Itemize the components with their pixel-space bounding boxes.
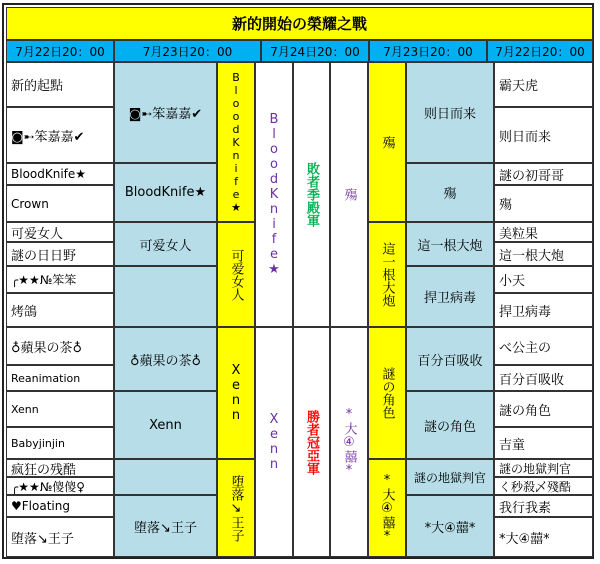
right-sf-2: *大④囍*: [330, 327, 368, 557]
bracket-table: [2, 3, 594, 559]
left-sf-2: Xenn: [255, 327, 293, 557]
right-player-10: 百分百吸收: [494, 365, 593, 391]
left-player-7: ╭★★№笨笨: [6, 266, 114, 293]
left-r16-8: 堕落↘王子: [114, 495, 217, 557]
left-player-15: ♥Floating: [6, 495, 114, 517]
right-player-5: 美粒果: [494, 222, 593, 242]
right-qf-3: 謎の角色: [368, 327, 406, 459]
right-qf-1: 殤: [368, 62, 406, 222]
table-title: 新的開始の榮耀之戰: [6, 7, 593, 40]
header-date-left-r16: 7月23日20：00: [114, 40, 261, 62]
right-r16-8: *大④囍*: [406, 495, 494, 557]
right-r16-4: 捍卫病毒: [406, 266, 494, 327]
left-player-4: Crown: [6, 185, 114, 222]
left-r16-5: ♁蘋果の茶♁: [114, 327, 217, 391]
final-loser-bracket: 敗者季殿軍: [293, 62, 330, 327]
left-player-12: Babyjinjin: [6, 427, 114, 459]
right-player-9: べ公主の: [494, 327, 593, 365]
left-r16-6: Xenn: [114, 391, 217, 459]
left-r16-2: BloodKnife★: [114, 163, 217, 222]
right-r16-7: 謎の地獄判官: [406, 459, 494, 495]
right-r16-3: 這一根大炮: [406, 222, 494, 266]
left-qf-3: Xenn: [217, 327, 255, 459]
left-player-10: Reanimation: [6, 365, 114, 391]
right-qf-4: *大④囍*: [368, 459, 406, 557]
left-r16-4: [114, 266, 217, 327]
left-r16-7: [114, 459, 217, 495]
right-r16-5: 百分百吸收: [406, 327, 494, 391]
header-date-right-r32: 7月22日20：00: [487, 40, 593, 62]
right-player-6: 這一根大炮: [494, 242, 593, 266]
right-player-13: 謎の地獄判官: [494, 459, 593, 477]
left-qf-1: BloodKnife★: [217, 62, 255, 222]
right-r16-2: 殤: [406, 163, 494, 222]
right-player-4: 殤: [494, 185, 593, 222]
left-player-13: 疯狂の残酷: [6, 459, 114, 477]
right-player-14: く秒殺乄殘酷: [494, 477, 593, 495]
right-r16-1: 则日而来: [406, 62, 494, 163]
right-r16-6: 謎の角色: [406, 391, 494, 459]
final-winner-bracket: 勝者冠亞軍: [293, 327, 330, 557]
left-player-14: ╭★★№傻傻♀: [6, 477, 114, 495]
left-player-1: 新的起點: [6, 62, 114, 107]
left-r16-3: 可爱女人: [114, 222, 217, 266]
right-sf-1: 殤: [330, 62, 368, 327]
left-player-11: Xenn: [6, 391, 114, 427]
left-player-8: 烤鴿: [6, 293, 114, 327]
left-qf-4: 堕落↘王子: [217, 459, 255, 557]
left-qf-2: 可爱女人: [217, 222, 255, 327]
left-player-5: 可爱女人: [6, 222, 114, 242]
header-date-left-r32: 7月22日20：00: [6, 40, 114, 62]
left-sf-1: BloodKnife★: [255, 62, 293, 327]
left-player-16: 堕落↘王子: [6, 517, 114, 557]
left-r16-1: ◙➸笨嘉嘉✔: [114, 62, 217, 163]
left-player-2: ◙➸笨嘉嘉✔: [6, 107, 114, 163]
right-player-12: 吉童: [494, 427, 593, 459]
right-player-11: 謎の角色: [494, 391, 593, 427]
right-player-2: 则日而来: [494, 107, 593, 163]
right-player-15: 我行我素: [494, 495, 593, 517]
left-player-9: ♁蘋果の茶♁: [6, 327, 114, 365]
right-player-8: 捍卫病毒: [494, 293, 593, 327]
left-player-6: 謎の日日野: [6, 242, 114, 266]
header-date-final: 7月24日20：00: [261, 40, 369, 62]
right-player-3: 謎の初哥哥: [494, 163, 593, 185]
header-date-right-r16: 7月23日20：00: [369, 40, 487, 62]
right-player-7: 小天: [494, 266, 593, 293]
right-player-16: *大④囍*: [494, 517, 593, 557]
right-qf-2: 這一根大炮: [368, 222, 406, 327]
left-player-3: BloodKnife★: [6, 163, 114, 185]
right-player-1: 霸天虎: [494, 62, 593, 107]
